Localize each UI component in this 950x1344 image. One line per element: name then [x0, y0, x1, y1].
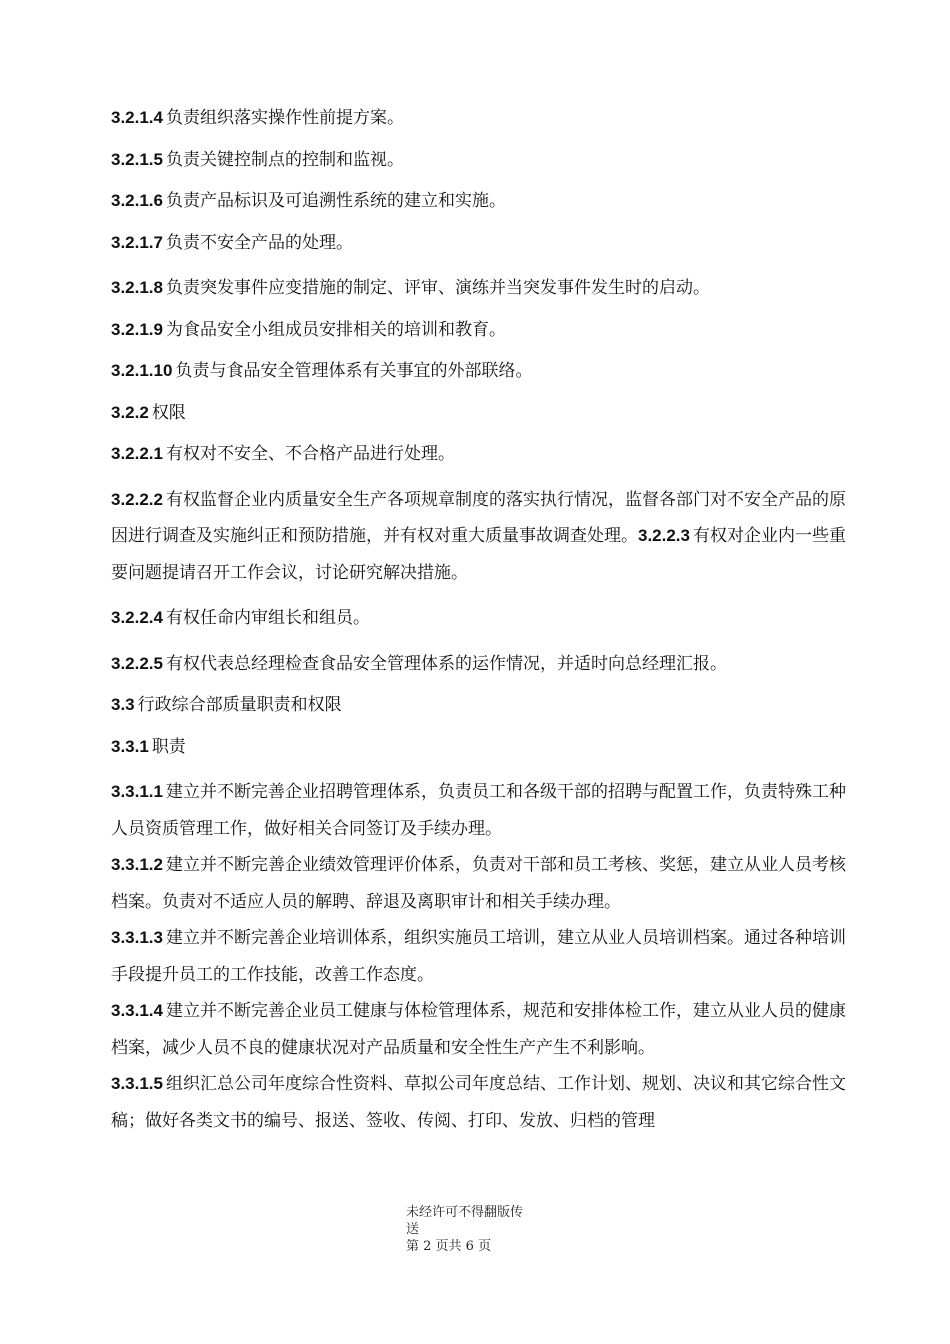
clause-text: 建立并不断完善企业员工健康与体检管理体系，规范和安排体检工作，建立从业人员的健康档案，减少人员不良的健康状况对产品质量和安全性生产产生不利影响。	[111, 1001, 846, 1058]
copyright-notice-line1: 未经许可不得翻版传	[406, 1205, 524, 1220]
clause-text: 组织汇总公司年度综合性资料、草拟公司年度总结、工作计划、规划、决议和其它综合性文稿；做好各类文书的编号、报送、签收、传阅、打印、发放、归档的管理	[111, 1074, 846, 1131]
paragraph-3-3-1-2	[111, 847, 846, 920]
clause-text: 负责与食品安全管理体系有关事宜的外部联络。	[175, 361, 533, 381]
clause-text: 负责组织落实操作性前提方案。	[166, 108, 404, 128]
clause-text: 为食品安全小组成员安排相关的培训和教育。	[166, 319, 506, 340]
clause-number: 3.2.2.5	[111, 653, 163, 673]
paragraph-3-2-1-10	[111, 353, 846, 390]
clause-number: 3.2.2.2	[111, 489, 163, 509]
paragraph-3-2-2-5	[111, 646, 846, 683]
clause-number: 3.2.2	[111, 402, 149, 422]
clause-text: 有权任命内审组长和组员。	[166, 608, 370, 628]
clause-text: 权限	[151, 402, 186, 423]
clause-number: 3.3.1.5	[111, 1074, 163, 1093]
paragraph-3-3-1-1	[111, 774, 846, 847]
clause-text: 建立并不断完善企业培训体系，组织实施员工培训，建立从业人员培训档案。通过各种培训手段提升员工的工作技能，改善工作态度。	[111, 928, 846, 985]
paragraph-3-3-1-5	[111, 1066, 846, 1139]
clause-text: 负责不安全产品的处理。	[166, 232, 353, 253]
heading-3-2-2	[111, 395, 846, 432]
document-body	[111, 100, 846, 1139]
paragraph-3-2-1-9	[111, 312, 846, 349]
clause-number: 3.3.1.3	[111, 928, 163, 947]
page-footer	[406, 1204, 546, 1255]
clause-text: 建立并不断完善企业招聘管理体系，负责员工和各级干部的招聘与配置工作，负责特殊工种人员资质管理工作，做好相关合同签订及手续办理。	[111, 782, 846, 839]
clause-text: 行政综合部质量职责和权限	[137, 695, 342, 715]
clause-number: 3.2.1.4	[111, 108, 163, 127]
paragraph-3-2-1-7	[111, 225, 846, 262]
clause-number: 3.3.1.4	[111, 1001, 163, 1020]
clause-number: 3.2.1.10	[111, 361, 173, 380]
copyright-notice-line2: 送	[406, 1222, 420, 1237]
clause-number: 3.2.2.4	[111, 608, 163, 627]
clause-text: 有权对不安全、不合格产品进行处理。	[166, 444, 455, 464]
clause-text: 负责产品标识及可追溯性系统的建立和实施。	[166, 191, 506, 211]
paragraph-3-2-2-4	[111, 600, 846, 637]
paragraph-3-2-1-6	[111, 183, 846, 220]
clause-text: 负责突发事件应变措施的制定、评审、演练并当突发事件发生时的启动。	[166, 278, 710, 298]
clause-text: 有权监督企业内质量安全生产各项规章制度的落实执行情况，监督各部门对不安全产品的原因进行调查及实施纠正和预防措施，并有权对重大质量事故调查处理。	[111, 489, 846, 546]
clause-text: 负责关键控制点的控制和监视。	[166, 149, 404, 170]
heading-3-3-1	[111, 729, 846, 766]
paragraph-3-3-1-4	[111, 993, 846, 1066]
clause-number: 3.3	[111, 695, 135, 714]
paragraph-3-2-1-8	[111, 270, 846, 307]
heading-3-3	[111, 687, 846, 724]
paragraph-3-2-1-5	[111, 142, 846, 179]
clause-number: 3.2.1.5	[111, 149, 163, 169]
paragraph-3-3-1-3	[111, 920, 846, 993]
clause-number: 3.3.1	[111, 736, 149, 756]
clause-text: 职责	[151, 736, 186, 757]
clause-text: 建立并不断完善企业绩效管理评价体系，负责对干部和员工考核、奖惩，建立从业人员考核档案。负责对不适应人员的解聘、辞退及离职审计和相关手续办理。	[111, 855, 846, 912]
clause-number: 3.2.1.9	[111, 319, 163, 339]
clause-number: 3.3.1.2	[111, 855, 163, 874]
paragraph-3-2-2-1	[111, 436, 846, 473]
paragraph-3-2-2-2	[111, 482, 846, 592]
clause-number-inline: 3.2.2.3	[638, 526, 690, 545]
clause-text-inline: 有权对企业内一些重要问题提请召开工作会议，讨论研究解决措施。	[111, 526, 846, 583]
clause-number: 3.2.1.6	[111, 191, 163, 210]
clause-number: 3.2.2.1	[111, 444, 163, 463]
clause-text: 有权代表总经理检查食品安全管理体系的运作情况，并适时向总经理汇报。	[166, 653, 727, 674]
paragraph-3-2-1-4	[111, 100, 846, 137]
clause-number: 3.3.1.1	[111, 782, 163, 801]
clause-number: 3.2.1.8	[111, 278, 163, 297]
page-number: 第 2 页共 6 页	[406, 1239, 492, 1254]
clause-number: 3.2.1.7	[111, 232, 163, 252]
